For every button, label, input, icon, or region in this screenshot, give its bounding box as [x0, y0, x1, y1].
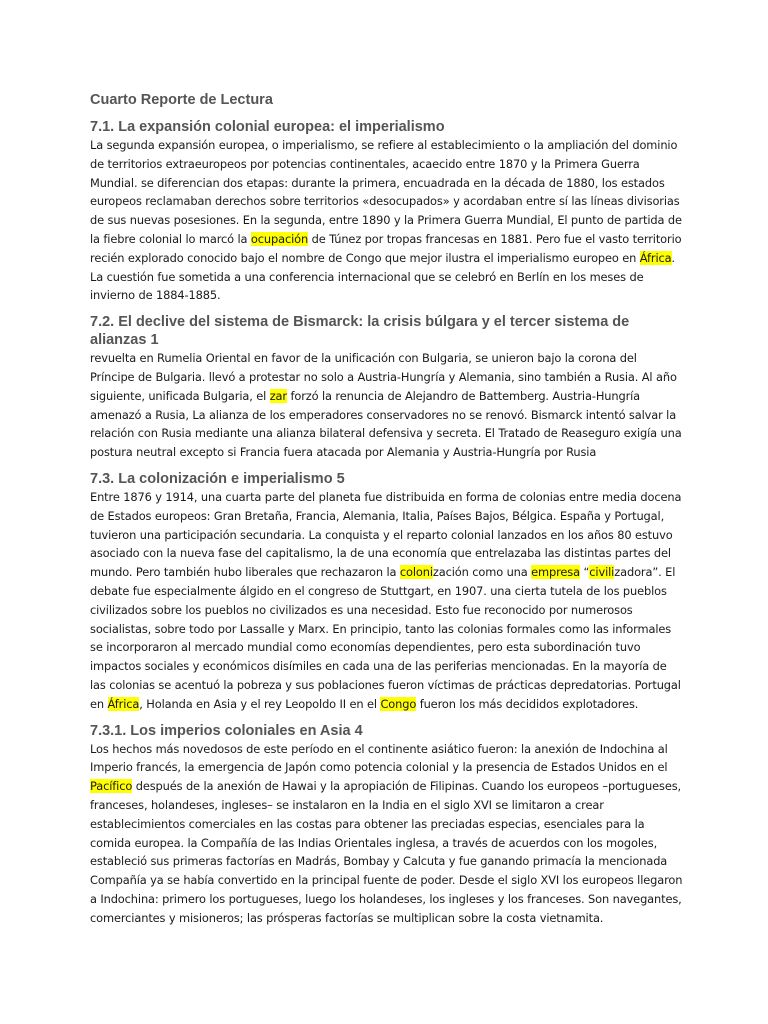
- body-text: después de la anexión de Hawai y la apropiación de Filipinas. Cuando los europeos –portugueses, franceses, holandeses, ingleses– se instalaron en la India en el siglo XVI se limitaron a crear establecimientos comerciales en las costas para obtener las preciadas especias, esenciales para la comida europea. la Compañía de las Indias Orientales inglesa, a través de acuerdos con los mogoles, estableció sus primeras factorías en Madrás, Bombay y Calcuta y fue ganando primacía la mencionada Compañía ya se había convertido en la principal fuente de poder. Desde el siglo XVI los europeos llegaron a Indochina: primero los portugueses, luego los holandeses, los ingleses y los franceses. Son navegantes, comerciantes y misioneros; las prósperas factorías se multiplican sobre la costa vietnamita.: [90, 779, 683, 925]
- document-page: [90, 90, 684, 935]
- highlighted-text: empresa: [531, 565, 580, 580]
- body-text: forzó la renuncia de Alejandro de Battemberg. Austria-Hungría amenazó a Rusia, La alianza de los emperadores conservadores no se renovó. Bismarck intentó salvar la relación con Rusia mediante una alianza bilateral defensiva y secreta. El Tratado de Reaseguro exigía una postura neutral excepto si Francia fuera atacada por Alemania y Austria-Hungría por Rusia: [90, 388, 682, 460]
- section-heading: 7.3.1. Los imperios coloniales en Asia 4: [90, 722, 363, 739]
- section-heading: 7.3. La colonización e imperialismo 5: [90, 470, 345, 487]
- body-text: zación como una: [432, 565, 532, 580]
- section-body: [90, 488, 684, 714]
- section-expansion-colonial: [90, 118, 684, 305]
- body-text: “: [579, 565, 590, 580]
- highlighted-text: África: [107, 696, 140, 711]
- section-body: [90, 349, 684, 462]
- section-colonizacion-imperialismo: [90, 470, 684, 714]
- body-text: fueron los más decididos explotadores.: [416, 696, 639, 711]
- section-body: [90, 136, 684, 305]
- body-text: Entre 1876 y 1914, una cuarta parte del planeta fue distribuida en forma de colonias entre media docena de Estados europeos: Gran Bretaña, Francia, Alemania, Italia, Países Bajos, Bélgica. España y Portugal, tuvieron una participación secundaria. La conquista y el reparto colonial lanzados en los años 80 estuvo asociado con la nueva fase del capitalismo, la de una economía que entrelazaba las distintas partes del mundo. Pero también hubo liberales que rechazaron la: [90, 489, 682, 580]
- body-text: . La cuestión fue sometida a una conferencia internacional que se celebró en Berlín en los meses de invierno de 1884-1885.: [90, 250, 676, 303]
- highlighted-text: zar: [269, 388, 287, 403]
- section-imperios-asia: [90, 722, 684, 928]
- body-text: Los hechos más novedosos de este período en el continente asiático fueron: la anexión de Indochina al Imperio francés, la emergencia de Japón como potencia colonial y la presencia de Estados Unidos en el: [90, 741, 668, 775]
- body-text: zadora”. El debate fue especialmente álgido en el congreso de Stuttgart, en 1907. una cierta tutela de los pueblos civilizados sobre los pueblos no civilizados es una necesidad. Esto fue reconocido por numerosos socialistas, sobre todo por Lassalle y Marx. En principio, tanto las colonias formales como las informales se incorporaron al mercado mundial como economías dependientes, pero esta subordinación tuvo impactos sociales y económicos disímiles en cada una de las periferias mencionadas. En la mayoría de las colonias se acentuó la pobreza y sus poblaciones fueron víctimas de prácticas depredatorias. Portugal en: [90, 565, 681, 711]
- highlighted-text: Congo: [380, 696, 417, 711]
- body-text: de Túnez por tropas francesas en 1881. Pero fue el vasto territorio recién explorado conocido bajo el nombre de Congo que mejor ilustra el imperialismo europeo en: [90, 231, 682, 265]
- highlighted-text: África: [639, 250, 672, 265]
- section-heading: 7.2. El declive del sistema de Bismarck: la crisis búlgara y el tercer sistema de alianzas 1: [90, 314, 630, 349]
- highlighted-text: civili: [589, 565, 615, 580]
- section-heading: 7.1. La expansión colonial europea: el imperialismo: [90, 119, 445, 135]
- body-text: revuelta en Rumelia Oriental en favor de la unificación con Bulgaria, se unieron bajo la corona del Príncipe de Bulgaria. llevó a protestar no solo a Austria-Hungría y Alemania, sino también a Rusia. Al año siguiente, unificada Bulgaria, el: [90, 351, 677, 403]
- highlighted-text: Pacífico: [90, 779, 133, 794]
- highlighted-text: ocupación: [250, 231, 309, 246]
- body-text: , Holanda en Asia y el rey Leopoldo II en el: [139, 696, 381, 711]
- document-title: Cuarto Reporte de Lectura: [90, 92, 273, 108]
- section-body: [90, 740, 684, 928]
- highlighted-text: coloni: [399, 565, 433, 580]
- section-declive-bismarck: [90, 313, 684, 462]
- body-text: La segunda expansión europea, o imperialismo, se refiere al establecimiento o la ampliación del dominio de territorios extraeuropeos por potencias continentales, acaecido entre 1870 y la Primera Guerra Mundial. se diferencian dos etapas: durante la primera, encuadrada en la década de 1880, los estados europeos reclamaban derechos sobre territorios «desocupados» y acordaban entre sí las líneas divisorias de sus nuevas posesiones. En la segunda, entre 1890 y la Primera Guerra Mundial, El punto de partida de la fiebre colonial lo marcó la: [90, 138, 682, 246]
